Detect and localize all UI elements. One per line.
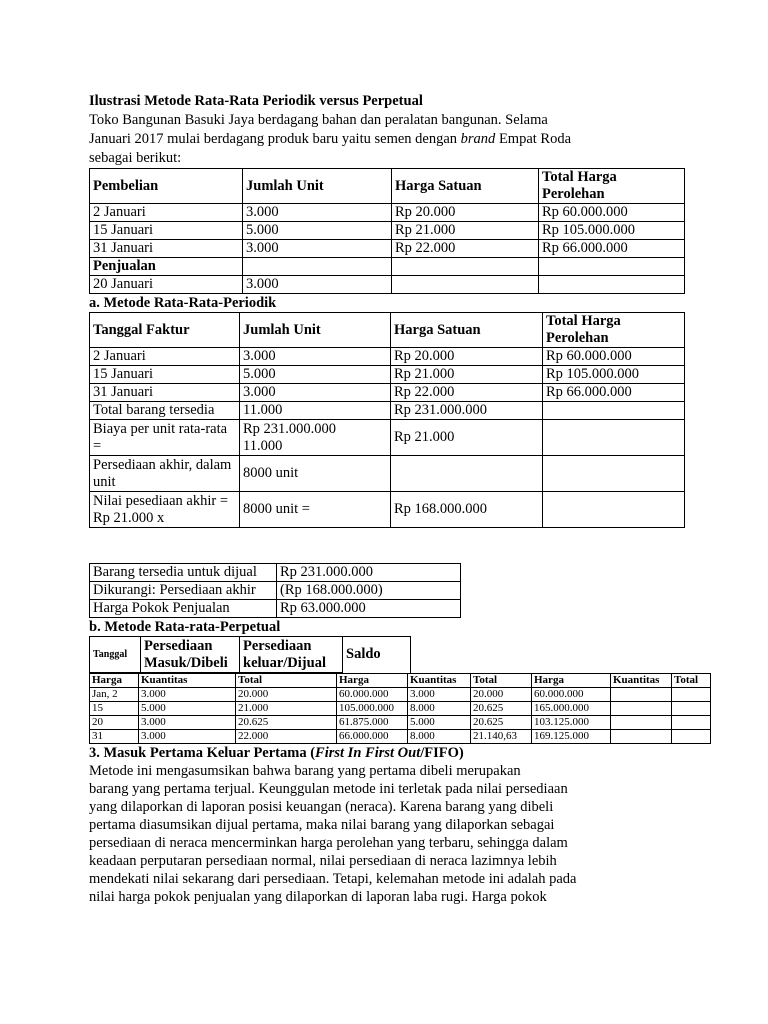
section-3-title: 3. Masuk Pertama Keluar Pertama (First In First Out/FIFO) [89,745,464,761]
table-row: Persediaan akhir, dalam unit 8000 unit [90,456,685,492]
periodic-average-table [89,312,685,528]
table-row: 15 Januari 5.000 Rp 21.000 Rp 105.000.000 [90,366,685,384]
table-header-row: Harga Kuantitas Total Harga Kuantitas Total Harga Kuantitas Total [90,674,711,688]
intro-line-3: sebagai berikut: [89,150,182,166]
table-row: Nilai pesediaan akhir = Rp 21.000 x 8000 unit = Rp 168.000.000 [90,492,685,528]
table-row: 31 Januari 3.000 Rp 22.000 Rp 66.000.000 [90,384,685,402]
perpetual-detail-table [89,673,711,744]
fifo-paragraph: Metode ini mengasumsikan bahwa barang yang pertama dibeli merupakan barang yang pertama terjual. Keunggulan metode ini terletak pada nilai persediaan yang dilaporkan di laporan posisi keuangan (neraca). Karena barang yang dibeli pertama diasumsikan dijual pertama, maka nilai barang yang dilaporkan sebagai persediaan di neraca mencerminkan harga perolehan yang terbaru, sehingga dalam keadaan perputaran persediaan normal, nilai persediaan di neraca lazimnya lebih mendekati nilai sekarang dari persediaan. Tetapi, kelemahan metode ini adalah pada nilai harga pokok penjualan yang dilaporkan di laporan laba rugi. Harga pokok [89,763,577,905]
purchase-table [89,168,685,294]
table-row: 2 Januari 3.000 Rp 20.000 Rp 60.000.000 [90,348,685,366]
table-row: Barang tersedia untuk dijual Rp 231.000.000 [90,564,461,582]
table-row: Penjualan [90,258,685,276]
table-header-row: Tanggal Faktur Jumlah Unit Harga Satuan Total Harga Perolehan [90,313,685,348]
table-row: 31 Januari 3.000 Rp 22.000 Rp 66.000.000 [90,240,685,258]
table-row: Jan, 2 3.000 20.000 60.000.000 3.000 20.000 60.000.000 [90,688,711,702]
intro-line-1: Toko Bangunan Basuki Jaya berdagang bahan dan peralatan bangunan. Selama [89,112,548,128]
section-a-title: a. Metode Rata-Rata-Periodik [89,295,277,311]
table-row: Harga Pokok Penjualan Rp 63.000.000 [90,600,461,618]
perpetual-header-table: Tanggal Persediaan Masuk/Dibeli Persediaan keluar/Dijual Saldo [89,636,411,673]
intro-line-2: Januari 2017 mulai berdagang produk baru yaitu semen dengan brand Empat Roda [89,131,572,147]
table-row: 15 5.000 21.000 105.000.000 8.000 20.625 165.000.000 [90,702,711,716]
document-title: Ilustrasi Metode Rata-Rata Periodik versus Perpetual [89,93,423,109]
table-row: Total barang tersedia 11.000 Rp 231.000.000 [90,402,685,420]
document-page [89,92,699,906]
table-header-row: Pembelian Jumlah Unit Harga Satuan Total Harga Perolehan [90,169,685,204]
table-row: 31 3.000 22.000 66.000.000 8.000 21.140,63 169.125.000 [90,730,711,744]
table-row: 15 Januari 5.000 Rp 21.000 Rp 105.000.000 [90,222,685,240]
table-row: 20 3.000 20.625 61.875.000 5.000 20.625 103.125.000 [90,716,711,730]
table-row: Dikurangi: Persediaan akhir (Rp 168.000.000) [90,582,461,600]
table-row: 20 Januari 3.000 [90,276,685,294]
cogs-summary-table [89,563,461,618]
section-b-title: b. Metode Rata-rata-Perpetual [89,619,281,635]
table-row: 2 Januari 3.000 Rp 20.000 Rp 60.000.000 [90,204,685,222]
table-row: Biaya per unit rata-rata = Rp 231.000.000 11.000 Rp 21.000 [90,420,685,456]
